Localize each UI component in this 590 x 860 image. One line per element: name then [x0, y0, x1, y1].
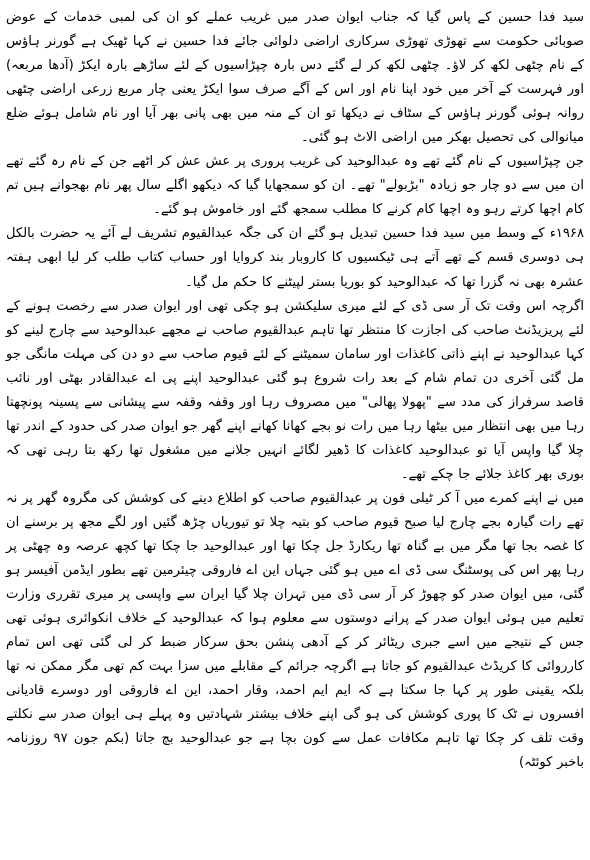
paragraph: میں نے اپنے کمرے میں آ کر ٹیلی فون پر عبدالقیوم صاحب کو اطلاع دینے کی کوشش کی مگروہ گھر پر نہ تھے رات گیارہ بجے چارج لیا صبح قیوم صاحب کو بتیہ چلا تو تیوریاں چڑھ گئیں اور لگے مجھ پر برسنے ان کا غصہ بجا تھا مگر میں بے گناہ تھا ریکارڈ جل چکا تھا اور عبدالوحید جا چکا تھا کچھ عرصہ وہ چھٹی پر رہا پھر اس کی پوسٹنگ سی ڈی اے میں ہو گئی جہاں این اے فاروقی چیئرمین تھے بطور ایڈمن آفیسر ہو گئی، میں ایوان صدر کو چھوڑ کر آر سی ڈی میں تہران چلا گیا ایران سے واپسی پر میری تقرری وزارت تعلیم میں ہوئی ایوان صدر کے پرانے دوستوں سے معلوم ہوا کہ عبدالوحید کے خلاف انکوائری ہوئی تھی جس کے نتیجے میں اسے جبری ریٹائر کر کے آدھی پنشن بحق سرکار ضبط کر لی گئی تھی اس تمام کارروائی کا کریڈٹ عبدالقیوم کو جاتا ہے اگرچہ جرائم کے مقابلے میں سزا بہت کم تھی مگر ممکن نہ تھا بلکہ یقینی طور پر کہا جا سکتا ہے کہ ایم ایم احمد، وقار احمد، این اے فاروقی اور دوسرے قادیانی افسروں نے ٹک کا پوری کوشش کی ہو گی اپنے خلاف بیشتر شہادتیں وہ پہلے ہی ایوان صدر سے نکلتے وقت تلف کر چکا تھا تاہم مکافات عمل سے کون بچا ہے جو عبدالوحید بچ جاتا (بکم جون ۹۷ روزنامہ باخبر کوئٹہ) [6, 490, 584, 771]
paragraph: سید فدا حسین کے پاس گیا کہ جناب ایوان صدر میں غریب عملے کو ان کی لمبی خدمات کے عوض صوبائی حکومت سے تھوڑی تھوڑی سرکاری اراضی دلوائی جائے فدا حسین نے کہا ٹھیک ہے گورنر ہاؤس کے نام چٹھی لکھ کر لاؤ۔ چٹھی لکھ کر لے گئے دس بارہ چپڑاسیوں کے لئے ساڑھے بارہ ایکڑ (آدھا مربعہ) اور فہرست کے آخر میں خود اپنا نام اور اس کے آگے صرف سوا ایکڑ یعنی چار مربع زرعی اراضی چٹھی روانہ ہوئی گورنر ہاؤس کے سٹاف نے دیکھا تو ان کے منہ میں بھی پانی بھر آیا اور نام شامل ہوئے ضلع میانوالی کی تحصیل بھکر میں اراضی الاٹ ہو گئی۔ [6, 10, 584, 146]
paragraph: جن چپڑاسیوں کے نام گئے تھے وہ عبدالوحید کی غریب پروری پر عش عش کر اٹھے جن کے نام رہ گئے تھے ان میں سے دو چار جو زیادہ "بڑبولے" تھے۔ ان کو سمجھایا گیا کہ دیکھو اگلے سال پھر نام بھجوانے ہیں تم کام اچھا کرتے رہو وہ اچھا کام کرنے کا مطلب سمجھ گئے اور خاموش ہو گئے۔ [6, 154, 584, 218]
paragraph: ۱۹۶۸ء کے وسط میں سید فدا حسین تبدیل ہو گئے ان کی جگہ عبدالقیوم تشریف لے آئے یہ حضرت بالکل ہی دوسری قسم کے تھے آتے ہی ٹیکسیوں کا کاروبار بند کروایا اور حساب کتاب طلب کر لیا ابھی ہفتہ عشرہ بھی نہ گزرا تھا کہ عبدالوحید کو بوریا بستر لپیٹنے کا حکم مل گیا۔ [6, 226, 584, 290]
paragraph: اگرچہ اس وقت تک آر سی ڈی کے لئے میری سلیکشن ہو چکی تھی اور ایوان صدر سے رخصت ہونے کے لئے پریزیڈنٹ صاحب کی اجازت کا منتظر تھا تاہم عبدالقیوم صاحب نے مجھے عبدالوحید سے چارج لینے کو کہا عبدالوحید نے اپنے ذاتی کاغذات اور سامان سمیٹنے کے لئے قیوم صاحب سے دو دن کی مہلت مانگی جو مل گئی آخری دن تمام شام کے بعد رات شروع ہو گئی عبدالوحید اپنے پی اے عبدالقادر بھٹی اور نائب قاصد سرفراز کی مدد سے "پھولا پھالی" میں مصروف رہا اور وقفہ وقفہ سے پیشانی سے پسینہ پونچھتا رہا میں بھی انتظار میں بیٹھا رہا میں رات نو بجے کھانا کھانے اپنے گھر جو ایوان صدر کی حدود کے اندر تھا چلا گیا واپس آیا تو عبدالوحید کاغذات کا ڈھیر لگائے انہیں جلانے میں مشغول تھا رکھ بتا رہی تھی کہ بوری بھر کاغذ جلائے جا چکے تھے۔ [6, 298, 584, 482]
